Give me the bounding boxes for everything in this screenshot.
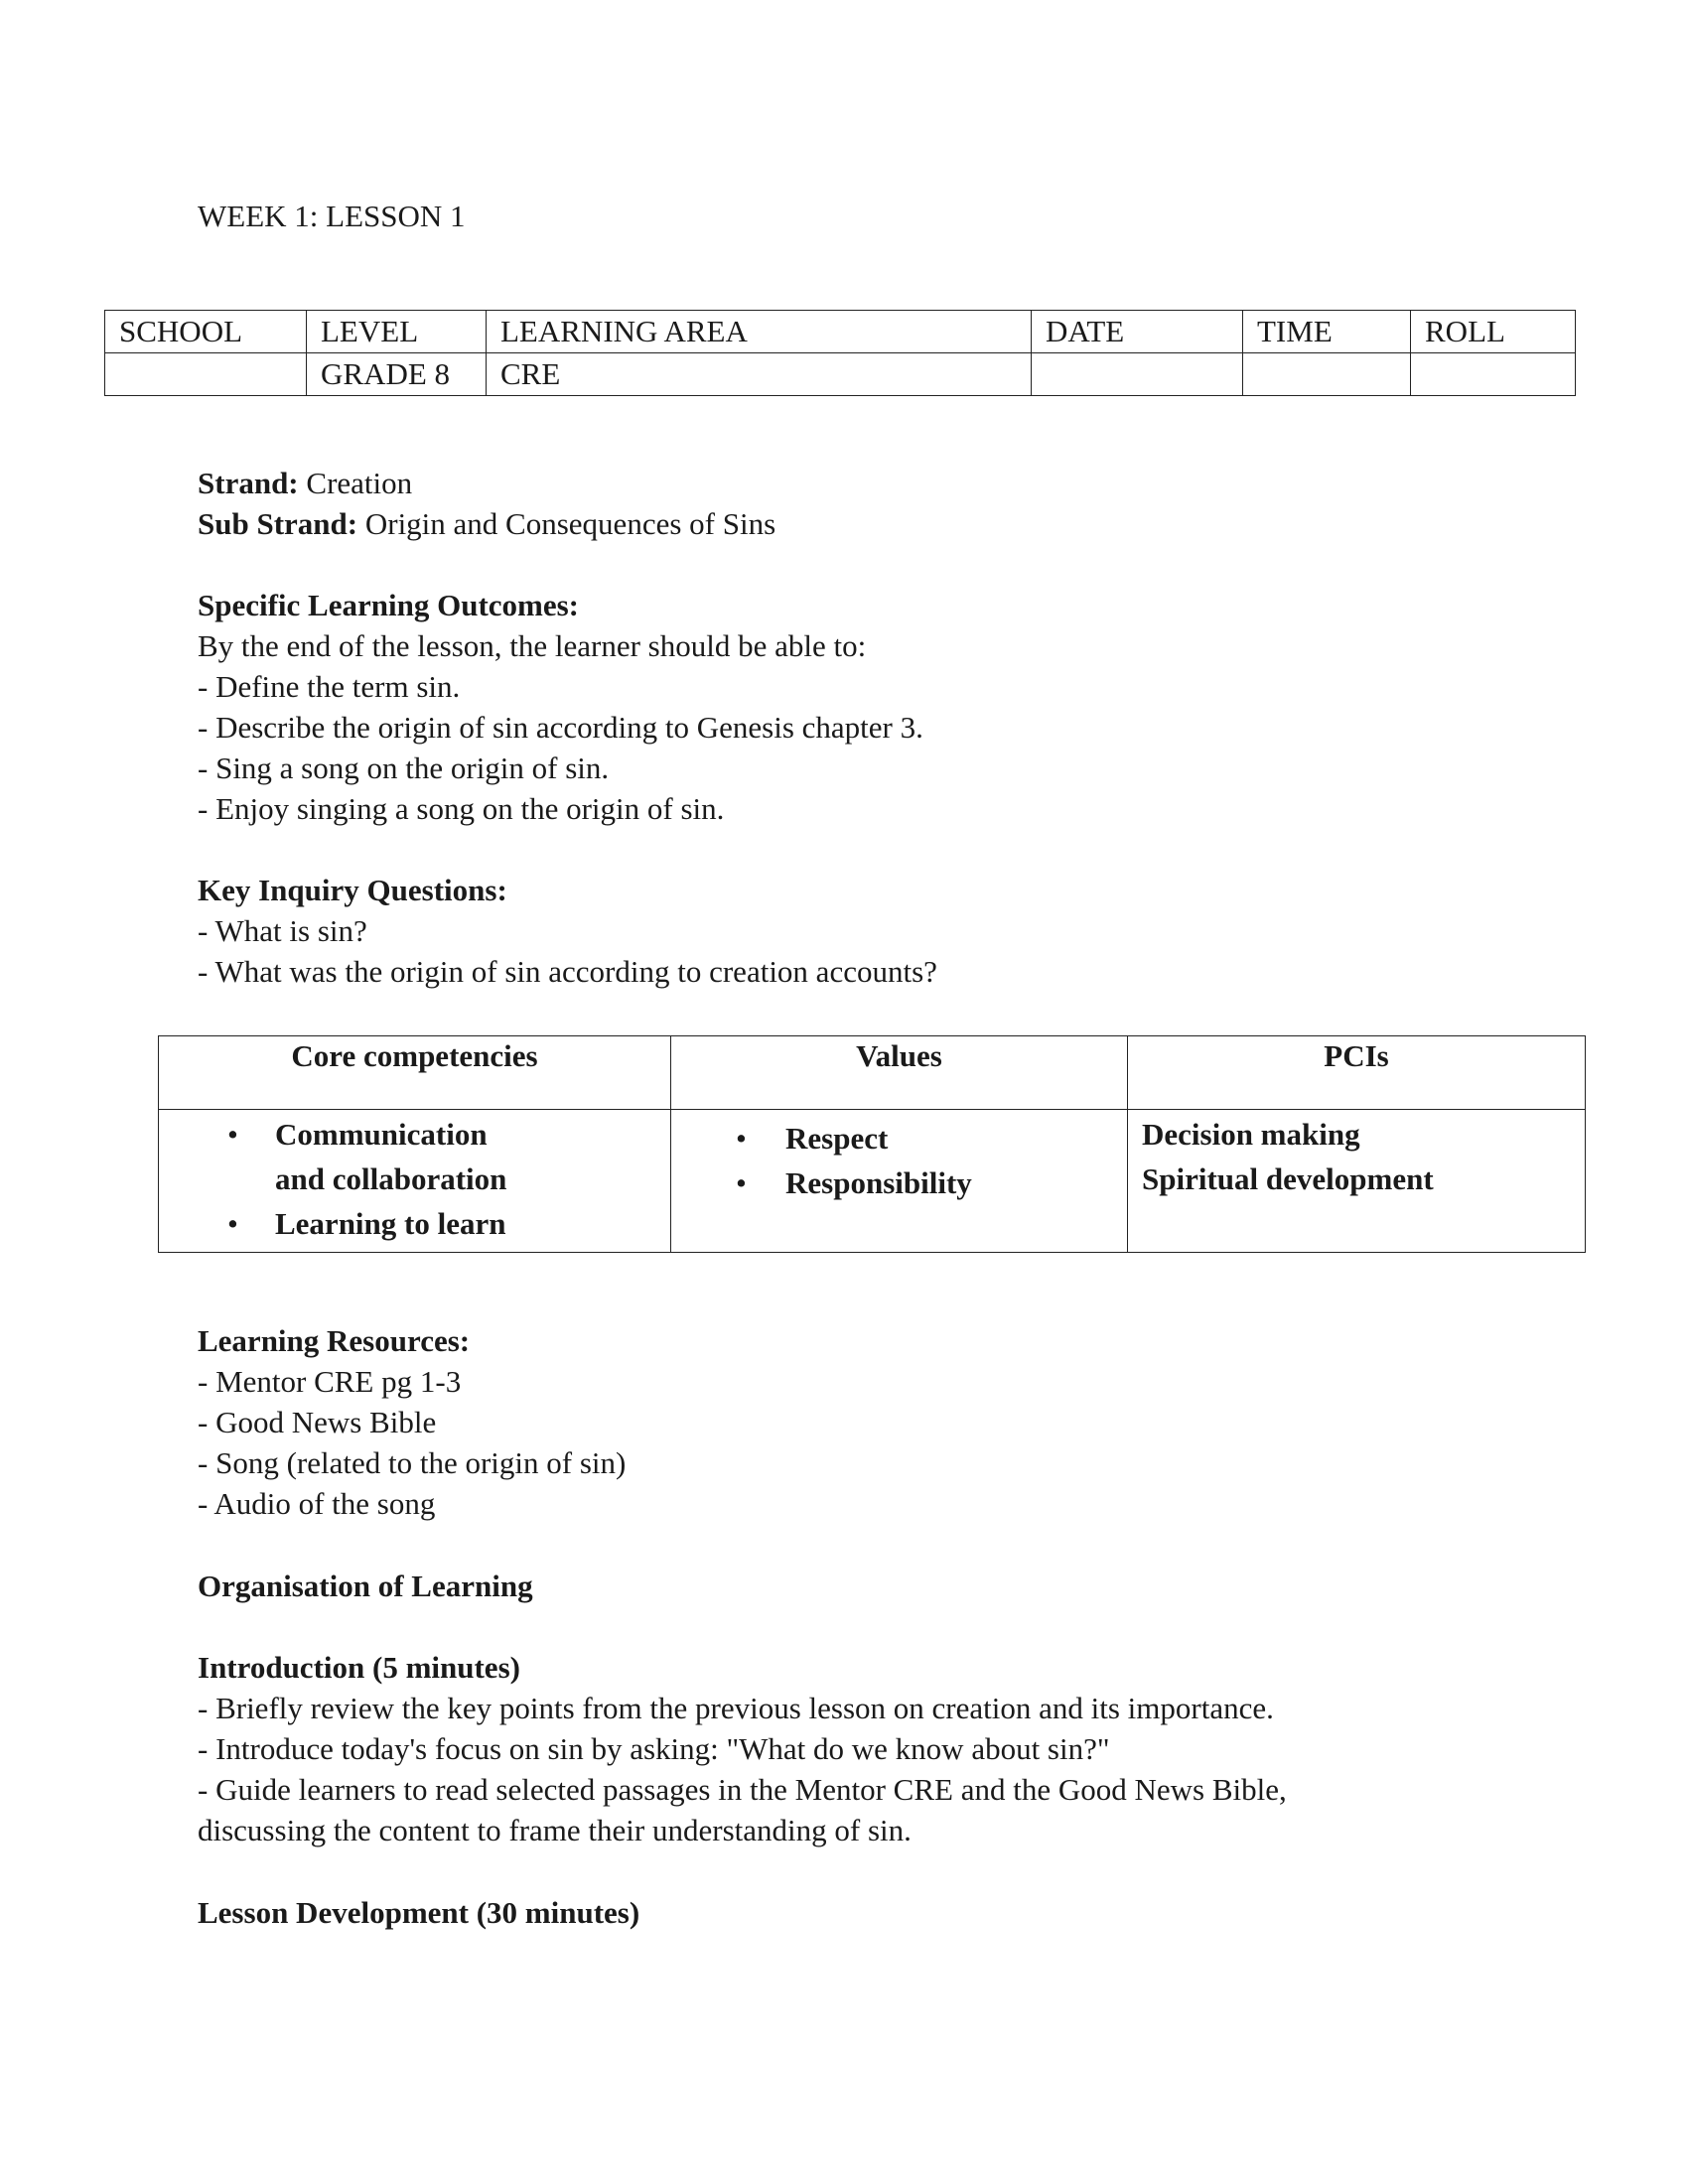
- bullet: •: [736, 1165, 747, 1200]
- outcome-item: - Describe the origin of sin according to Genesis chapter 3.: [198, 710, 923, 745]
- development-section: [198, 1892, 639, 1933]
- outcome-item: - Enjoy singing a song on the origin of sin.: [198, 791, 725, 826]
- header-time: TIME: [1243, 311, 1411, 353]
- value-text: Respect: [785, 1121, 889, 1156]
- core-competencies-cell: [159, 1110, 671, 1253]
- value-item: [672, 1160, 1126, 1205]
- outcome-item: - Define the term sin.: [198, 669, 461, 704]
- value-roll: [1411, 353, 1576, 396]
- sub-strand-label: Sub Strand:: [198, 506, 358, 541]
- inquiry-heading: Key Inquiry Questions:: [198, 873, 507, 907]
- introduction-line: - Briefly review the key points from the previous lesson on creation and its importance.: [198, 1691, 1274, 1725]
- competency-body-row: [159, 1110, 1586, 1253]
- bullet: •: [227, 1206, 238, 1241]
- introduction-line: discussing the content to frame their understanding of sin.: [198, 1813, 912, 1847]
- core-competencies-list: [160, 1112, 669, 1246]
- core-competency-text: Learning to learn: [275, 1206, 506, 1241]
- competency-table: [158, 1035, 1586, 1253]
- strand-value: Creation: [306, 466, 413, 500]
- info-header-row: [105, 311, 1576, 353]
- inquiry-item: - What was the origin of sin according to creation accounts?: [198, 954, 937, 989]
- value-item: [672, 1116, 1126, 1160]
- value-learning-area: CRE: [487, 353, 1032, 396]
- resource-item: - Mentor CRE pg 1-3: [198, 1364, 462, 1399]
- header-school: SCHOOL: [105, 311, 307, 353]
- core-competency-item: [160, 1112, 669, 1201]
- strand-line: [198, 463, 775, 503]
- outcomes-intro: By the end of the lesson, the learner should be able to:: [198, 628, 867, 663]
- core-competency-text: Communication: [275, 1117, 488, 1152]
- bullet: •: [736, 1121, 747, 1156]
- outcomes-section: [198, 585, 923, 829]
- inquiry-section: [198, 870, 937, 992]
- competency-header-row: [159, 1036, 1586, 1110]
- introduction-section: [198, 1647, 1287, 1850]
- core-competency-item: [160, 1201, 669, 1246]
- introduction-line: - Introduce today's focus on sin by asking: "What do we know about sin?": [198, 1731, 1110, 1766]
- strand-label: Strand:: [198, 466, 299, 500]
- pci-item: Decision making: [1142, 1117, 1360, 1152]
- value-date: [1032, 353, 1243, 396]
- outcomes-heading: Specific Learning Outcomes:: [198, 588, 580, 622]
- header-pcis: PCIs: [1128, 1036, 1586, 1110]
- value-time: [1243, 353, 1411, 396]
- resource-item: - Song (related to the origin of sin): [198, 1445, 627, 1480]
- inquiry-item: - What is sin?: [198, 913, 367, 948]
- outcome-item: - Sing a song on the origin of sin.: [198, 751, 610, 785]
- pci-item: Spiritual development: [1142, 1161, 1434, 1196]
- development-heading: Lesson Development (30 minutes): [198, 1895, 640, 1930]
- introduction-line: - Guide learners to read selected passages in the Mentor CRE and the Good News Bible,: [198, 1772, 1287, 1807]
- lesson-info-table: [104, 310, 1576, 396]
- header-level: LEVEL: [307, 311, 487, 353]
- values-cell: [671, 1110, 1128, 1253]
- week-lesson-title: WEEK 1: LESSON 1: [198, 199, 466, 233]
- core-competency-text: and collaboration: [275, 1161, 507, 1196]
- resources-section: [198, 1320, 626, 1524]
- value-school: [105, 353, 307, 396]
- pcis-cell: [1128, 1110, 1586, 1253]
- sub-strand-line: [198, 503, 775, 544]
- value-text: Responsibility: [785, 1165, 972, 1200]
- resource-item: - Good News Bible: [198, 1405, 437, 1439]
- info-value-row: [105, 353, 1576, 396]
- header-core-competencies: Core competencies: [159, 1036, 671, 1110]
- header-learning-area: LEARNING AREA: [487, 311, 1032, 353]
- header-roll: ROLL: [1411, 311, 1576, 353]
- introduction-heading: Introduction (5 minutes): [198, 1650, 520, 1685]
- resources-heading: Learning Resources:: [198, 1323, 471, 1358]
- header-date: DATE: [1032, 311, 1243, 353]
- value-level: GRADE 8: [307, 353, 487, 396]
- strand-section: [198, 463, 775, 544]
- organisation-section: [198, 1566, 533, 1606]
- sub-strand-value: Origin and Consequences of Sins: [364, 506, 776, 541]
- header-values: Values: [671, 1036, 1128, 1110]
- bullet: •: [227, 1117, 238, 1152]
- resource-item: - Audio of the song: [198, 1486, 436, 1521]
- organisation-heading: Organisation of Learning: [198, 1569, 533, 1603]
- values-list: [672, 1116, 1126, 1205]
